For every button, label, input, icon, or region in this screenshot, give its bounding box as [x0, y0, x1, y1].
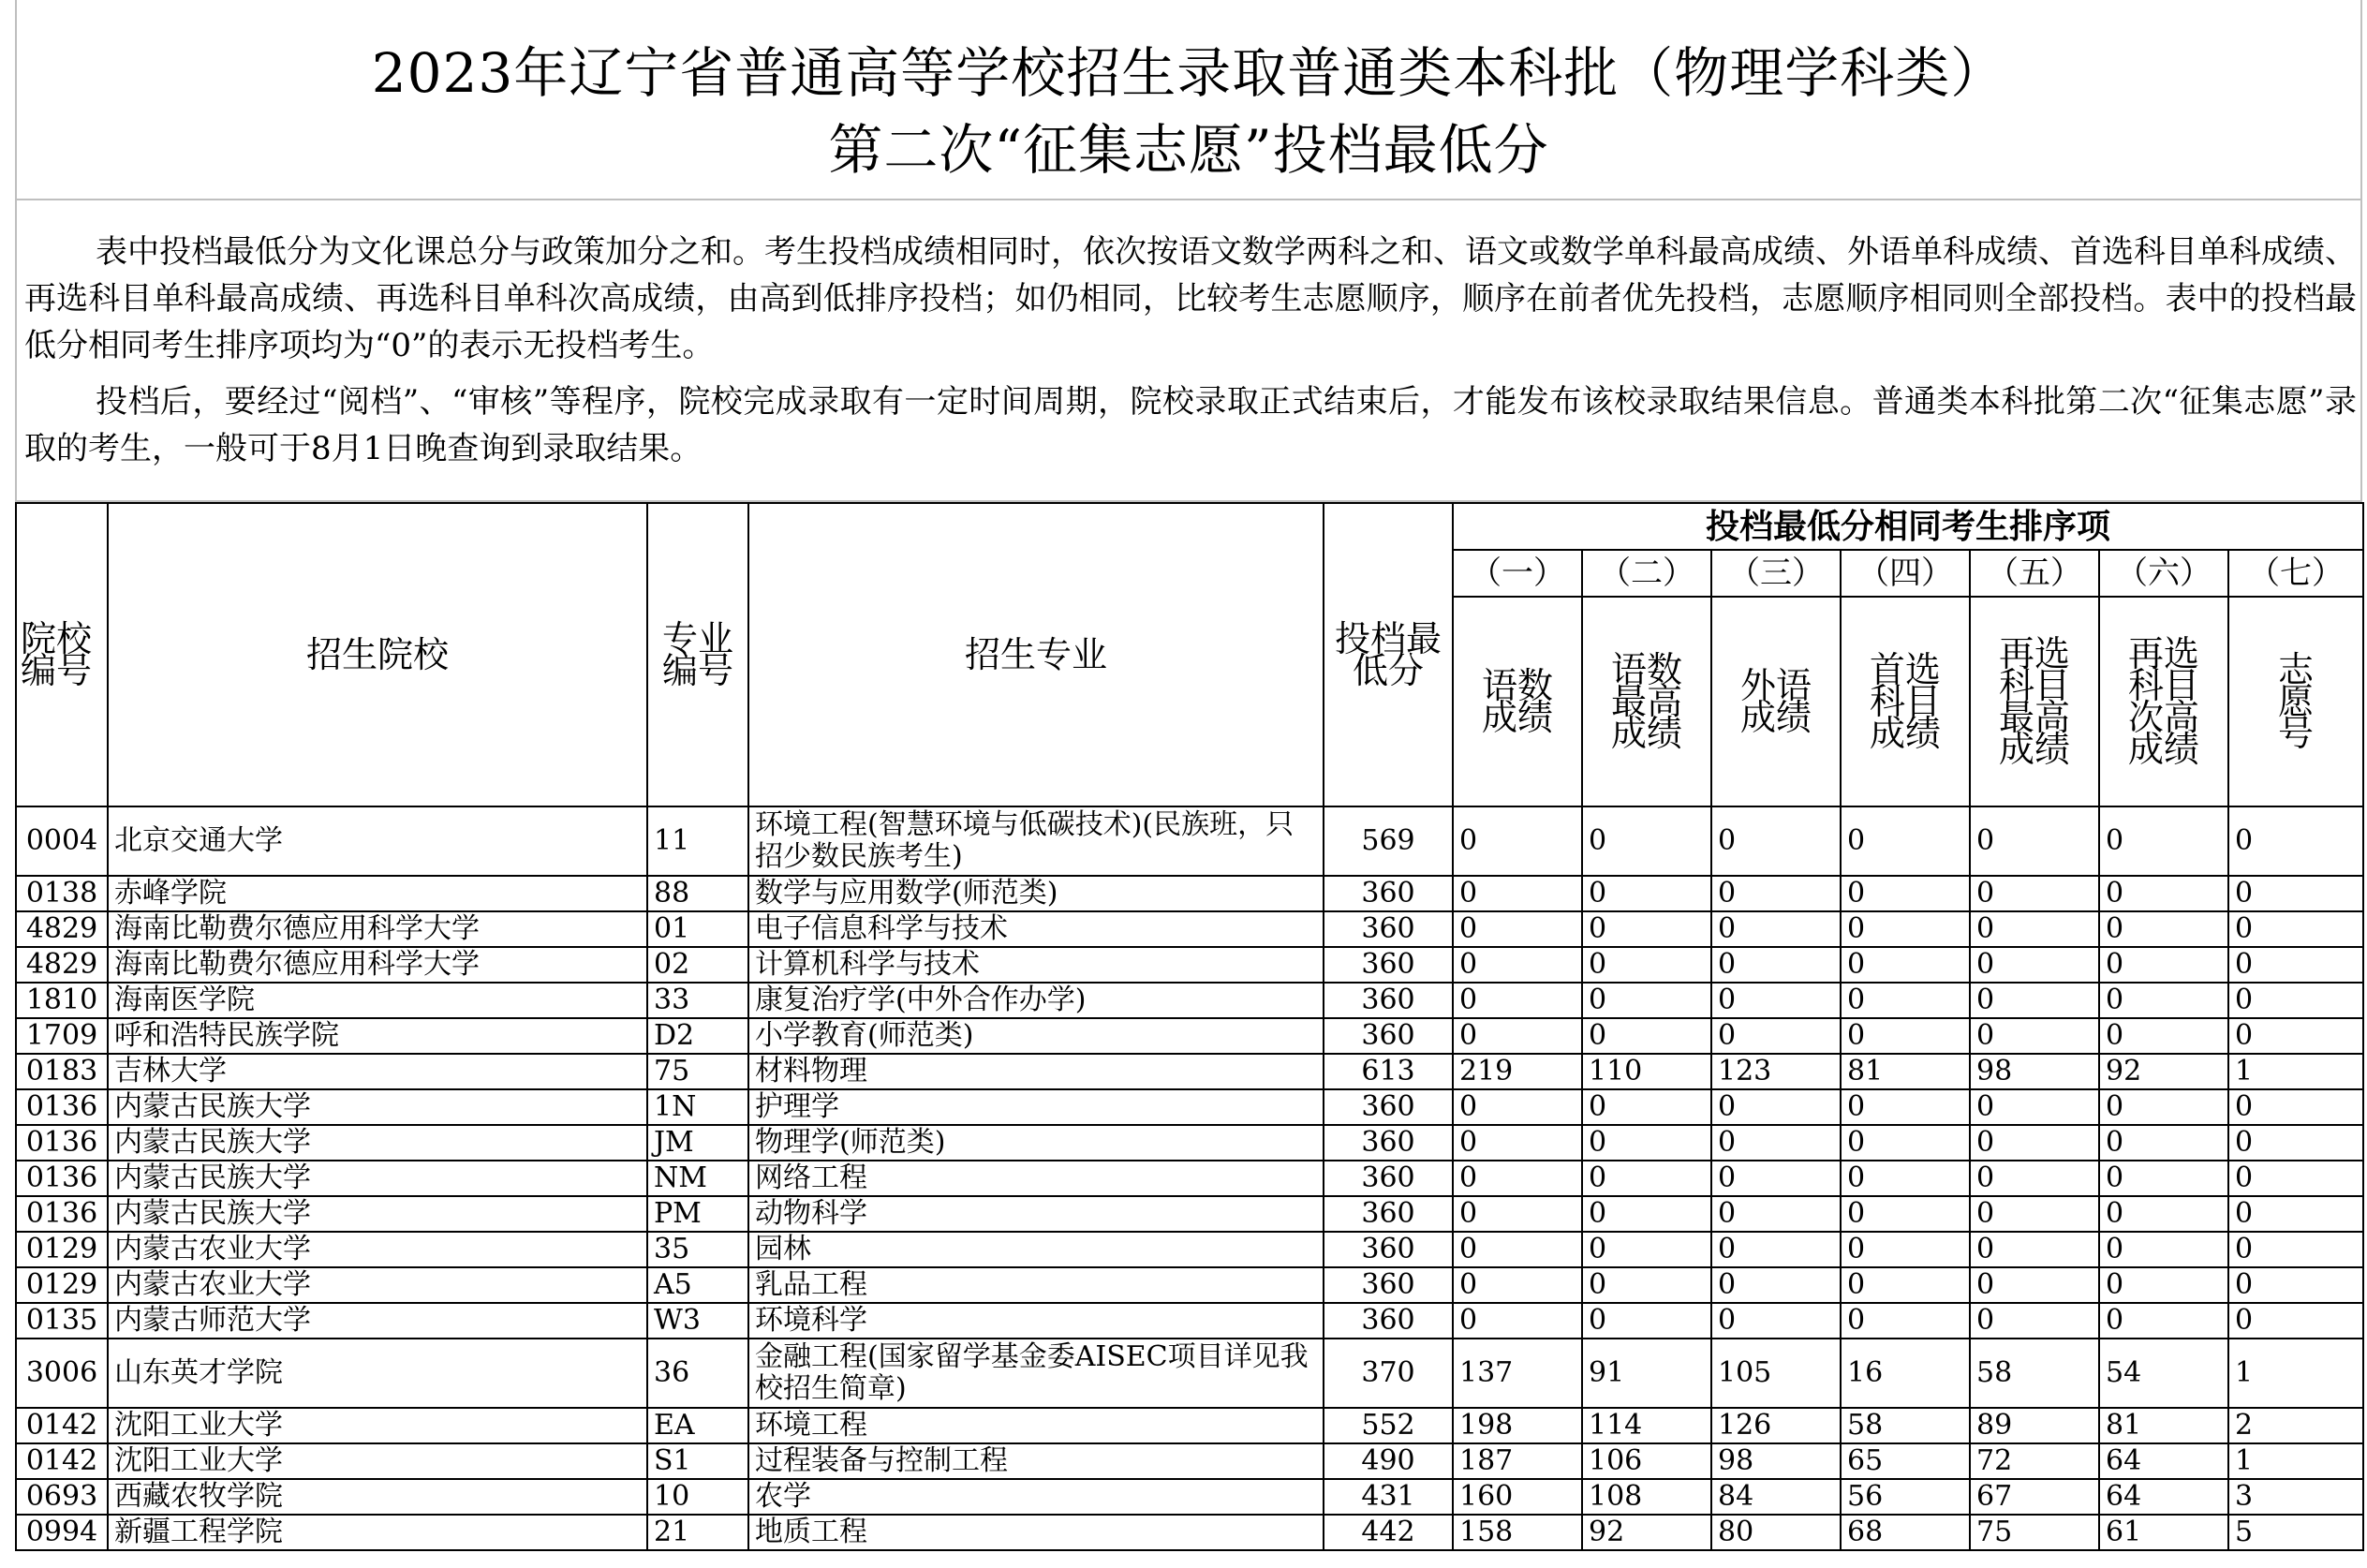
header-row-group [16, 503, 2363, 550]
rank-value-cell: 98 [1711, 1443, 1841, 1479]
rank-value-cell: 0 [1841, 1303, 1970, 1339]
table-row [16, 1267, 2363, 1303]
major-name-cell: 康复治疗学(中外合作办学) [748, 983, 1324, 1018]
rank-value-cell: 0 [1711, 983, 1841, 1018]
major-name-cell: 护理学 [748, 1089, 1324, 1125]
rank-value-cell: 187 [1453, 1443, 1582, 1479]
school-code-cell: 0136 [16, 1161, 108, 1196]
school-name-cell: 西藏农牧学院 [108, 1479, 647, 1515]
table-row [16, 1089, 2363, 1125]
min-score-cell: 360 [1324, 1232, 1453, 1267]
rank-value-cell: 84 [1711, 1479, 1841, 1515]
min-score-cell: 360 [1324, 1089, 1453, 1125]
school-name-cell: 海南医学院 [108, 983, 647, 1018]
header-rank-2: （二） [1582, 550, 1711, 597]
rank-value-cell: 0 [1970, 911, 2099, 947]
rank-value-cell: 89 [1970, 1408, 2099, 1443]
rank-value-cell: 0 [1453, 1267, 1582, 1303]
major-name-cell: 动物科学 [748, 1196, 1324, 1232]
major-code-cell: 1N [647, 1089, 748, 1125]
rank-value-cell: 0 [2099, 1161, 2228, 1196]
school-name-cell: 赤峰学院 [108, 876, 647, 911]
rank-value-cell: 2 [2228, 1408, 2363, 1443]
min-score-cell: 360 [1324, 1267, 1453, 1303]
rank-value-cell: 0 [1711, 1303, 1841, 1339]
rank-value-cell: 0 [1841, 876, 1970, 911]
rank-value-cell: 0 [1453, 1018, 1582, 1054]
rank-value-cell: 0 [1841, 1161, 1970, 1196]
min-score-cell: 360 [1324, 1196, 1453, 1232]
rank-value-cell: 54 [2099, 1339, 2228, 1408]
school-code-cell: 0129 [16, 1232, 108, 1267]
table-row [16, 1125, 2363, 1161]
min-score-cell: 442 [1324, 1515, 1453, 1550]
header-rank-7: （七） [2228, 550, 2363, 597]
rank-value-cell: 1 [2228, 1054, 2363, 1089]
major-code-cell: 88 [647, 876, 748, 911]
major-code-cell: A5 [647, 1267, 748, 1303]
rank-value-cell: 0 [2228, 1161, 2363, 1196]
rank-value-cell: 0 [2228, 1089, 2363, 1125]
header-school: 招生院校 [108, 503, 647, 806]
rank-value-cell: 0 [1582, 983, 1711, 1018]
rank-value-cell: 219 [1453, 1054, 1582, 1089]
rank-value-cell: 0 [1453, 1303, 1582, 1339]
school-name-cell: 内蒙古民族大学 [108, 1196, 647, 1232]
rank-value-cell: 61 [2099, 1515, 2228, 1550]
major-name-cell: 物理学(师范类) [748, 1125, 1324, 1161]
rank-value-cell: 91 [1582, 1339, 1711, 1408]
min-score-cell: 360 [1324, 911, 1453, 947]
rank-value-cell: 0 [1453, 1161, 1582, 1196]
school-code-cell: 0129 [16, 1267, 108, 1303]
school-code-cell: 0183 [16, 1054, 108, 1089]
rank-value-cell: 0 [1711, 1196, 1841, 1232]
header-major-code: 专业编号 [647, 503, 748, 806]
rank-value-cell: 110 [1582, 1054, 1711, 1089]
rank-value-cell: 92 [1582, 1515, 1711, 1550]
table-row [16, 983, 2363, 1018]
rank-value-cell: 0 [1841, 1232, 1970, 1267]
major-name-cell: 农学 [748, 1479, 1324, 1515]
school-code-cell: 0138 [16, 876, 108, 911]
rank-value-cell: 0 [2099, 806, 2228, 876]
score-table [15, 502, 2364, 1551]
table-row [16, 1161, 2363, 1196]
major-name-cell: 计算机科学与技术 [748, 947, 1324, 983]
school-code-cell: 0994 [16, 1515, 108, 1550]
header-subject-2: 语数最高成绩 [1582, 597, 1711, 806]
school-name-cell: 内蒙古师范大学 [108, 1303, 647, 1339]
rank-value-cell: 0 [1970, 1267, 2099, 1303]
notes-box [15, 200, 2362, 502]
school-name-cell: 内蒙古民族大学 [108, 1125, 647, 1161]
school-name-cell: 内蒙古民族大学 [108, 1161, 647, 1196]
rank-value-cell: 98 [1970, 1054, 2099, 1089]
rank-value-cell: 0 [1970, 876, 2099, 911]
table-row [16, 1018, 2363, 1054]
min-score-cell: 360 [1324, 876, 1453, 911]
header-rank-5: （五） [1970, 550, 2099, 597]
table-row [16, 947, 2363, 983]
rank-value-cell: 75 [1970, 1515, 2099, 1550]
rank-value-cell: 0 [1970, 1303, 2099, 1339]
rank-value-cell: 114 [1582, 1408, 1711, 1443]
min-score-cell: 431 [1324, 1479, 1453, 1515]
min-score-cell: 360 [1324, 1018, 1453, 1054]
header-subject-7: 志愿号 [2228, 597, 2363, 806]
rank-value-cell: 0 [1970, 947, 2099, 983]
min-score-cell: 360 [1324, 947, 1453, 983]
min-score-cell: 370 [1324, 1339, 1453, 1408]
rank-value-cell: 81 [2099, 1408, 2228, 1443]
rank-value-cell: 0 [1841, 911, 1970, 947]
school-code-cell: 0693 [16, 1479, 108, 1515]
school-code-cell: 3006 [16, 1339, 108, 1408]
table-row [16, 1232, 2363, 1267]
rank-value-cell: 0 [1582, 1161, 1711, 1196]
rank-value-cell: 0 [2228, 1125, 2363, 1161]
header-rank-6: （六） [2099, 550, 2228, 597]
school-name-cell: 内蒙古民族大学 [108, 1089, 647, 1125]
school-code-cell: 0004 [16, 806, 108, 876]
school-name-cell: 吉林大学 [108, 1054, 647, 1089]
school-name-cell: 新疆工程学院 [108, 1515, 647, 1550]
rank-value-cell: 0 [1841, 806, 1970, 876]
major-name-cell: 环境科学 [748, 1303, 1324, 1339]
school-code-cell: 0136 [16, 1125, 108, 1161]
min-score-cell: 490 [1324, 1443, 1453, 1479]
major-code-cell: S1 [647, 1443, 748, 1479]
rank-value-cell: 81 [1841, 1054, 1970, 1089]
rank-value-cell: 0 [2228, 983, 2363, 1018]
major-code-cell: 35 [647, 1232, 748, 1267]
rank-value-cell: 0 [1711, 1267, 1841, 1303]
school-code-cell: 0136 [16, 1089, 108, 1125]
rank-value-cell: 58 [1841, 1408, 1970, 1443]
min-score-cell: 360 [1324, 1303, 1453, 1339]
rank-value-cell: 0 [2099, 947, 2228, 983]
rank-value-cell: 56 [1841, 1479, 1970, 1515]
rank-value-cell: 0 [2099, 876, 2228, 911]
page-subtitle: 第二次“征集志愿”投档最低分 [828, 118, 1549, 182]
table-row [16, 1443, 2363, 1479]
rank-value-cell: 0 [1582, 806, 1711, 876]
rank-value-cell: 0 [2228, 1303, 2363, 1339]
table-row [16, 1196, 2363, 1232]
major-code-cell: 36 [647, 1339, 748, 1408]
table-row [16, 1339, 2363, 1408]
table-row [16, 806, 2363, 876]
rank-value-cell: 0 [2228, 911, 2363, 947]
rank-value-cell: 0 [2099, 983, 2228, 1018]
rank-value-cell: 198 [1453, 1408, 1582, 1443]
min-score-cell: 552 [1324, 1408, 1453, 1443]
rank-value-cell: 0 [1453, 1196, 1582, 1232]
rank-value-cell: 0 [1453, 911, 1582, 947]
major-name-cell: 地质工程 [748, 1515, 1324, 1550]
rank-value-cell: 16 [1841, 1339, 1970, 1408]
major-name-cell: 乳品工程 [748, 1267, 1324, 1303]
table-row [16, 1303, 2363, 1339]
school-name-cell: 呼和浩特民族学院 [108, 1018, 647, 1054]
rank-value-cell: 0 [1711, 806, 1841, 876]
major-name-cell: 材料物理 [748, 1054, 1324, 1089]
rank-value-cell: 160 [1453, 1479, 1582, 1515]
school-name-cell: 海南比勒费尔德应用科学大学 [108, 911, 647, 947]
rank-value-cell: 0 [1711, 876, 1841, 911]
rank-value-cell: 0 [1582, 1089, 1711, 1125]
rank-value-cell: 0 [1453, 1125, 1582, 1161]
school-code-cell: 1810 [16, 983, 108, 1018]
rank-value-cell: 5 [2228, 1515, 2363, 1550]
rank-value-cell: 106 [1582, 1443, 1711, 1479]
rank-value-cell: 0 [2099, 1267, 2228, 1303]
rank-value-cell: 0 [2228, 1018, 2363, 1054]
rank-value-cell: 0 [2228, 947, 2363, 983]
rank-value-cell: 0 [1970, 1161, 2099, 1196]
rank-value-cell: 0 [2099, 1089, 2228, 1125]
rank-value-cell: 158 [1453, 1515, 1582, 1550]
major-code-cell: 01 [647, 911, 748, 947]
rank-value-cell: 0 [1841, 1089, 1970, 1125]
school-code-cell: 0142 [16, 1443, 108, 1479]
rank-value-cell: 0 [1841, 983, 1970, 1018]
major-code-cell: JM [647, 1125, 748, 1161]
rank-value-cell: 0 [1582, 947, 1711, 983]
school-code-cell: 4829 [16, 911, 108, 947]
table-row [16, 1479, 2363, 1515]
header-rank-4: （四） [1841, 550, 1970, 597]
rank-value-cell: 0 [1841, 1196, 1970, 1232]
school-code-cell: 0136 [16, 1196, 108, 1232]
table-row [16, 1515, 2363, 1550]
header-subject-4: 首选科目成绩 [1841, 597, 1970, 806]
rank-value-cell: 80 [1711, 1515, 1841, 1550]
school-code-cell: 1709 [16, 1018, 108, 1054]
rank-value-cell: 0 [1970, 1125, 2099, 1161]
rank-value-cell: 0 [1582, 876, 1711, 911]
school-name-cell: 沈阳工业大学 [108, 1443, 647, 1479]
major-code-cell: NM [647, 1161, 748, 1196]
table-row [16, 1054, 2363, 1089]
rank-value-cell: 0 [2099, 1303, 2228, 1339]
page-title: 2023年辽宁省普通高等学校招生录取普通类本科批（物理学科类） [371, 41, 2006, 105]
school-name-cell: 北京交通大学 [108, 806, 647, 876]
major-name-cell: 网络工程 [748, 1161, 1324, 1196]
major-code-cell: 02 [647, 947, 748, 983]
header-school-code: 院校编号 [16, 503, 108, 806]
rank-value-cell: 0 [1582, 1125, 1711, 1161]
rank-value-cell: 0 [2099, 1018, 2228, 1054]
rank-value-cell: 0 [1582, 1232, 1711, 1267]
header-min-score: 投档最低分 [1324, 503, 1453, 806]
rank-value-cell: 0 [1970, 1018, 2099, 1054]
rank-value-cell: 0 [1970, 1089, 2099, 1125]
major-code-cell: 75 [647, 1054, 748, 1089]
major-name-cell: 电子信息科学与技术 [748, 911, 1324, 947]
major-code-cell: PM [647, 1196, 748, 1232]
rank-value-cell: 92 [2099, 1054, 2228, 1089]
school-code-cell: 4829 [16, 947, 108, 983]
rank-value-cell: 108 [1582, 1479, 1711, 1515]
school-name-cell: 山东英才学院 [108, 1339, 647, 1408]
table-row [16, 876, 2363, 911]
rank-value-cell: 0 [1453, 806, 1582, 876]
rank-value-cell: 0 [2228, 806, 2363, 876]
major-name-cell: 过程装备与控制工程 [748, 1443, 1324, 1479]
rank-value-cell: 0 [2228, 1267, 2363, 1303]
rank-value-cell: 0 [1841, 1267, 1970, 1303]
rank-value-cell: 0 [1711, 1232, 1841, 1267]
rank-value-cell: 0 [1453, 1089, 1582, 1125]
rank-value-cell: 0 [1453, 1232, 1582, 1267]
major-code-cell: 10 [647, 1479, 748, 1515]
major-code-cell: W3 [647, 1303, 748, 1339]
school-name-cell: 海南比勒费尔德应用科学大学 [108, 947, 647, 983]
school-code-cell: 0142 [16, 1408, 108, 1443]
header-subject-5: 再选科目最高成绩 [1970, 597, 2099, 806]
major-name-cell: 金融工程(国家留学基金委AISEC项目详见我校招生简章) [748, 1339, 1324, 1408]
rank-value-cell: 0 [1711, 1161, 1841, 1196]
major-code-cell: 11 [647, 806, 748, 876]
major-code-cell: 21 [647, 1515, 748, 1550]
school-name-cell: 内蒙古农业大学 [108, 1267, 647, 1303]
rank-value-cell: 0 [1841, 1125, 1970, 1161]
school-code-cell: 0135 [16, 1303, 108, 1339]
rank-value-cell: 0 [2228, 876, 2363, 911]
major-code-cell: EA [647, 1408, 748, 1443]
rank-value-cell: 64 [2099, 1479, 2228, 1515]
table-row [16, 1408, 2363, 1443]
rank-value-cell: 0 [1970, 1232, 2099, 1267]
header-rank-1: （一） [1453, 550, 1582, 597]
rank-value-cell: 0 [1582, 1196, 1711, 1232]
rank-value-cell: 0 [1582, 1267, 1711, 1303]
min-score-cell: 569 [1324, 806, 1453, 876]
header-tiebreak-group: 投档最低分相同考生排序项 [1453, 503, 2363, 550]
major-name-cell: 数学与应用数学(师范类) [748, 876, 1324, 911]
major-code-cell: 33 [647, 983, 748, 1018]
rank-value-cell: 0 [1970, 983, 2099, 1018]
major-name-cell: 小学教育(师范类) [748, 1018, 1324, 1054]
header-subject-3: 外语成绩 [1711, 597, 1841, 806]
major-name-cell: 环境工程(智慧环境与低碳技术)(民族班，只招少数民族考生) [748, 806, 1324, 876]
major-name-cell: 园林 [748, 1232, 1324, 1267]
rank-value-cell: 68 [1841, 1515, 1970, 1550]
rank-value-cell: 0 [1841, 947, 1970, 983]
rank-value-cell: 0 [1841, 1018, 1970, 1054]
rank-value-cell: 1 [2228, 1339, 2363, 1408]
rank-value-cell: 72 [1970, 1443, 2099, 1479]
rank-value-cell: 0 [1582, 1303, 1711, 1339]
rank-value-cell: 0 [1970, 1196, 2099, 1232]
rank-value-cell: 58 [1970, 1339, 2099, 1408]
rank-value-cell: 0 [2099, 1232, 2228, 1267]
rank-value-cell: 0 [1711, 1089, 1841, 1125]
major-code-cell: D2 [647, 1018, 748, 1054]
rank-value-cell: 137 [1453, 1339, 1582, 1408]
rank-value-cell: 0 [1453, 983, 1582, 1018]
header-major: 招生专业 [748, 503, 1324, 806]
note-paragraph-1: 表中投档最低分为文化课总分与政策加分之和。考生投档成绩相同时，依次按语文数学两科之和、语文或数学单科最高成绩、外语单科成绩、首选科目单科成绩、再选科目单科最高成绩、再选科目单科次高成绩，由高到低排序投档；如仍相同，比较考生志愿顺序，顺序在前者优先投档，志愿顺序相同则全部投档。表中的投档最低分相同考生排序项均为“0”的表示无投档考生。 [24, 233, 2357, 364]
title-box [15, 0, 2362, 200]
rank-value-cell: 0 [2099, 911, 2228, 947]
min-score-cell: 613 [1324, 1054, 1453, 1089]
rank-value-cell: 64 [2099, 1443, 2228, 1479]
table-row [16, 911, 2363, 947]
rank-value-cell: 65 [1841, 1443, 1970, 1479]
header-rank-3: （三） [1711, 550, 1841, 597]
major-name-cell: 环境工程 [748, 1408, 1324, 1443]
rank-value-cell: 0 [2228, 1196, 2363, 1232]
min-score-cell: 360 [1324, 1125, 1453, 1161]
header-subject-1: 语数成绩 [1453, 597, 1582, 806]
rank-value-cell: 0 [2099, 1125, 2228, 1161]
rank-value-cell: 0 [1711, 1018, 1841, 1054]
rank-value-cell: 0 [1582, 911, 1711, 947]
school-name-cell: 内蒙古农业大学 [108, 1232, 647, 1267]
rank-value-cell: 0 [1582, 1018, 1711, 1054]
school-name-cell: 沈阳工业大学 [108, 1408, 647, 1443]
header-subject-6: 再选科目次高成绩 [2099, 597, 2228, 806]
note-paragraph-2: 投档后，要经过“阅档”、“审核”等程序，院校完成录取有一定时间周期，院校录取正式结束后，才能发布该校录取结果信息。普通类本科批第二次“征集志愿”录取的考生，一般可于8月1日晚查询到录取结果。 [24, 383, 2357, 467]
rank-value-cell: 0 [1711, 911, 1841, 947]
rank-value-cell: 0 [2099, 1196, 2228, 1232]
rank-value-cell: 0 [2228, 1232, 2363, 1267]
rank-value-cell: 0 [1453, 947, 1582, 983]
rank-value-cell: 3 [2228, 1479, 2363, 1515]
min-score-cell: 360 [1324, 983, 1453, 1018]
rank-value-cell: 0 [1453, 876, 1582, 911]
rank-value-cell: 126 [1711, 1408, 1841, 1443]
rank-value-cell: 0 [1970, 806, 2099, 876]
rank-value-cell: 0 [1711, 947, 1841, 983]
rank-value-cell: 67 [1970, 1479, 2099, 1515]
rank-value-cell: 1 [2228, 1443, 2363, 1479]
rank-value-cell: 0 [1711, 1125, 1841, 1161]
min-score-cell: 360 [1324, 1161, 1453, 1196]
rank-value-cell: 105 [1711, 1339, 1841, 1408]
rank-value-cell: 123 [1711, 1054, 1841, 1089]
